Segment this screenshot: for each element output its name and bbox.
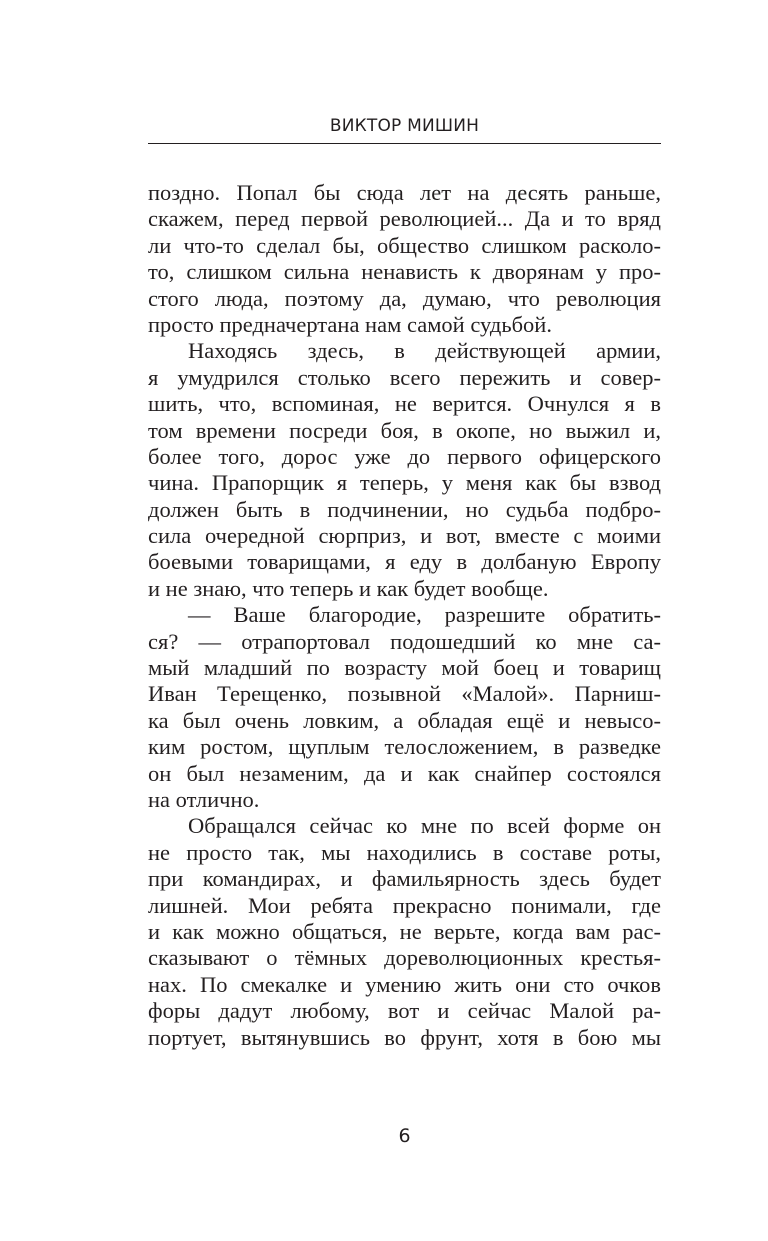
text-line: стого люда, поэтому да, думаю, что революция — [148, 285, 661, 311]
paragraph — [148, 338, 661, 602]
text-line: и как можно общаться, не верьте, когда вам рас- — [148, 918, 661, 944]
text-line: — Ваше благородие, разрешите обратить- — [188, 602, 661, 628]
text-line: на отлично. — [148, 786, 260, 812]
text-line: ким ростом, щуплым телосложением, в разведке — [148, 734, 661, 760]
text-line: более того, дорос уже до первого офицерского — [148, 443, 661, 469]
paragraph — [148, 180, 661, 338]
text-line: боевыми товарищами, я еду в долбаную Европу — [148, 549, 661, 575]
paragraph — [148, 602, 661, 813]
text-line: ся? — отрапортовал подошедший ко мне са- — [148, 628, 661, 654]
text-line: Иван Терещенко, позывной «Малой». Парниш- — [148, 681, 661, 707]
text-line: просто предначертана нам самой судьбой. — [148, 311, 552, 337]
text-line: шить, что, вспоминая, не верится. Очнулся я в — [148, 391, 661, 417]
text-line: скажем, перед первой революцией... Да и то вряд — [148, 206, 661, 232]
text-line: Обращался сейчас ко мне по всей форме он — [188, 813, 661, 839]
text-line: нах. По смекалке и умению жить они сто очков — [148, 971, 661, 997]
text-line: не просто так, мы находились в составе роты, — [148, 839, 661, 865]
text-line: при командирах, и фамильярность здесь будет — [148, 866, 661, 892]
text-line: лишней. Мои ребята прекрасно понимали, где — [148, 892, 661, 918]
body-text — [148, 180, 661, 1051]
text-line: я умудрился столько всего пережить и совер- — [148, 364, 661, 390]
text-line: том времени посреди боя, в окопе, но выжил и, — [148, 417, 661, 443]
text-line: сила очередной сюрприз, и вот, вместе с моими — [148, 523, 661, 549]
text-line: должен быть в подчинении, но судьба подбро- — [148, 496, 661, 522]
text-line: портует, вытянувшись во фрунт, хотя в бою мы — [148, 1024, 661, 1050]
text-line: он был незаменим, да и как снайпер состоялся — [148, 760, 661, 786]
text-line: Находясь здесь, в действующей армии, — [188, 338, 661, 364]
text-line: мый младший по возрасту мой боец и товарищ — [148, 655, 661, 681]
text-line: сказывают о тёмных дореволюционных крестья- — [148, 945, 661, 971]
paragraph — [148, 813, 661, 1051]
text-line: и не знаю, что теперь и как будет вообще. — [148, 575, 549, 601]
text-line: поздно. Попал бы сюда лет на десять раньше, — [148, 180, 661, 205]
text-line: форы дадут любому, вот и сейчас Малой ра- — [148, 998, 661, 1024]
text-line: ли что-то сделал бы, общество слишком расколо- — [148, 232, 661, 258]
text-line: чина. Прапорщик я теперь, у меня как бы взвод — [148, 470, 661, 496]
running-head-author: ВИКТОР МИШИН — [329, 116, 480, 136]
header-rule — [148, 143, 661, 144]
text-line: ка был очень ловким, а обладая ещё и невысо- — [148, 707, 661, 733]
page-number: 6 — [398, 1125, 411, 1147]
text-line: то, слишком сильна ненависть к дворянам у про- — [148, 259, 661, 285]
